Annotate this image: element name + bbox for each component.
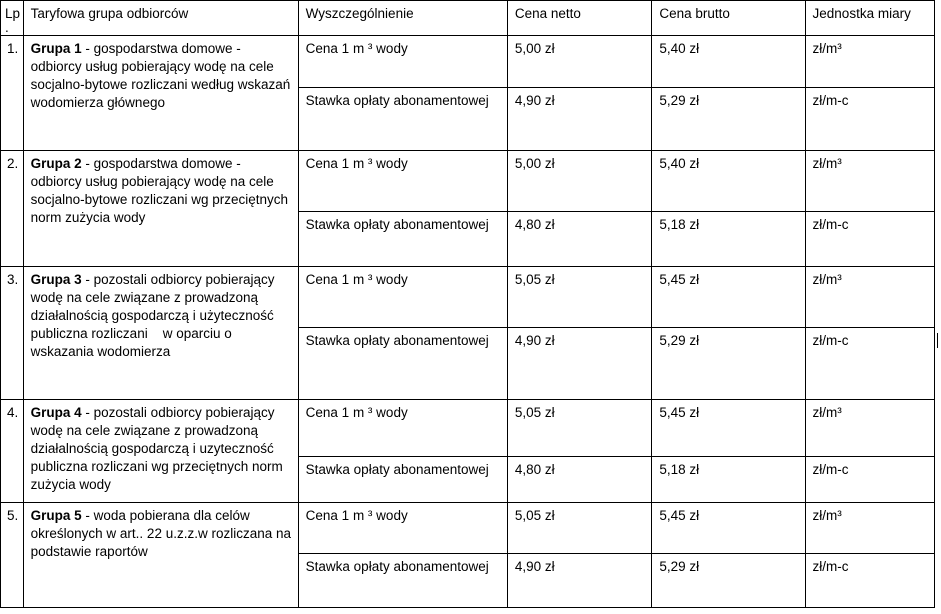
header-lp-text: Lp bbox=[5, 6, 21, 21]
fee-gross: 5,29 zł bbox=[652, 554, 805, 608]
fee-net: 4,90 zł bbox=[507, 88, 652, 151]
fee-net: 4,90 zł bbox=[507, 328, 652, 400]
fee-unit: zł/m-c bbox=[805, 88, 934, 151]
group-description: - woda pobierana dla celów określonych w art.. 22 u.z.z.w rozliczana na podstawie raportów bbox=[30, 508, 295, 559]
water-price-unit: zł/m³ bbox=[805, 267, 934, 328]
fee-unit: zł/m-c bbox=[805, 554, 934, 608]
water-price-net: 5,05 zł bbox=[507, 267, 652, 328]
water-price-gross: 5,45 zł bbox=[652, 267, 805, 328]
fee-label: Stawka opłaty abonamentowej bbox=[298, 212, 507, 267]
row-group bbox=[23, 503, 298, 608]
fee-label: Stawka opłaty abonamentowej bbox=[298, 328, 507, 400]
water-price-unit: zł/m³ bbox=[805, 400, 934, 457]
row-lp: 5. bbox=[1, 503, 24, 608]
group-name: Grupa 5 bbox=[30, 508, 82, 523]
group-description: - gospodarstwa domowe - odbiorcy usług pobierający wodę na cele socjalno-bytowe rozliczani wg przeciętnych norm zużycia wody bbox=[30, 156, 292, 225]
header-unit: Jednostka miary bbox=[805, 1, 934, 36]
water-price-label: Cena 1 m ³ wody bbox=[298, 267, 507, 328]
table-row bbox=[1, 503, 935, 554]
fee-gross: 5,29 zł bbox=[652, 88, 805, 151]
water-price-unit: zł/m³ bbox=[805, 151, 934, 212]
row-lp: 4. bbox=[1, 400, 24, 503]
text-cursor bbox=[937, 333, 938, 348]
fee-label: Stawka opłaty abonamentowej bbox=[298, 457, 507, 503]
table-row bbox=[1, 151, 935, 212]
water-price-gross: 5,40 zł bbox=[652, 151, 805, 212]
row-lp: 1. bbox=[1, 36, 24, 151]
water-price-net: 5,00 zł bbox=[507, 151, 652, 212]
table-row bbox=[1, 267, 935, 328]
row-group bbox=[23, 267, 298, 400]
group-name: Grupa 1 bbox=[30, 41, 82, 56]
header-lp-dot: . bbox=[5, 20, 9, 35]
row-group bbox=[23, 400, 298, 503]
fee-net: 4,90 zł bbox=[507, 554, 652, 608]
fee-net: 4,80 zł bbox=[507, 212, 652, 267]
group-name: Grupa 2 bbox=[30, 156, 82, 171]
row-lp: 3. bbox=[1, 267, 24, 400]
water-price-unit: zł/m³ bbox=[805, 503, 934, 554]
table-row bbox=[1, 400, 935, 457]
fee-unit: zł/m-c bbox=[805, 457, 934, 503]
water-price-gross: 5,45 zł bbox=[652, 400, 805, 457]
water-price-gross: 5,45 zł bbox=[652, 503, 805, 554]
water-price-label: Cena 1 m ³ wody bbox=[298, 36, 507, 88]
row-lp: 2. bbox=[1, 151, 24, 267]
water-price-label: Cena 1 m ³ wody bbox=[298, 400, 507, 457]
water-price-net: 5,05 zł bbox=[507, 503, 652, 554]
group-description: - pozostali odbiorcy pobierający wodę na cele związane z prowadzoną działalnością gospodarczą i uzyteczność publiczna rozliczani wg przeciętnych norm zużycia wody bbox=[30, 405, 287, 492]
water-price-label: Cena 1 m ³ wody bbox=[298, 151, 507, 212]
group-description: - pozostali odbiorcy pobierający wodę na cele związane z prowadzoną działalnością gospodarczą i użyteczność publiczna rozliczani w oparciu o wskazania wodomierza bbox=[30, 272, 279, 359]
header-lp bbox=[1, 1, 24, 36]
group-name: Grupa 3 bbox=[30, 272, 82, 287]
fee-unit: zł/m-c bbox=[805, 328, 934, 400]
header-group: Taryfowa grupa odbiorców bbox=[23, 1, 298, 36]
fee-net: 4,80 zł bbox=[507, 457, 652, 503]
water-price-net: 5,00 zł bbox=[507, 36, 652, 88]
header-row bbox=[1, 1, 935, 36]
group-description: - gospodarstwa domowe - odbiorcy usług pobierający wodę na cele socjalno-bytowe rozliczani według wskazań wodomierza głównego bbox=[30, 41, 295, 110]
water-price-unit: zł/m³ bbox=[805, 36, 934, 88]
header-net: Cena netto bbox=[507, 1, 652, 36]
header-description: Wyszczególnienie bbox=[298, 1, 507, 36]
water-price-gross: 5,40 zł bbox=[652, 36, 805, 88]
fee-gross: 5,29 zł bbox=[652, 328, 805, 400]
water-price-label: Cena 1 m ³ wody bbox=[298, 503, 507, 554]
fee-gross: 5,18 zł bbox=[652, 457, 805, 503]
fee-label: Stawka opłaty abonamentowej bbox=[298, 88, 507, 151]
header-gross: Cena brutto bbox=[652, 1, 805, 36]
fee-unit: zł/m-c bbox=[805, 212, 934, 267]
group-name: Grupa 4 bbox=[30, 405, 82, 420]
row-group bbox=[23, 36, 298, 151]
water-price-net: 5,05 zł bbox=[507, 400, 652, 457]
fee-gross: 5,18 zł bbox=[652, 212, 805, 267]
fee-label: Stawka opłaty abonamentowej bbox=[298, 554, 507, 608]
row-group bbox=[23, 151, 298, 267]
table-row bbox=[1, 36, 935, 88]
